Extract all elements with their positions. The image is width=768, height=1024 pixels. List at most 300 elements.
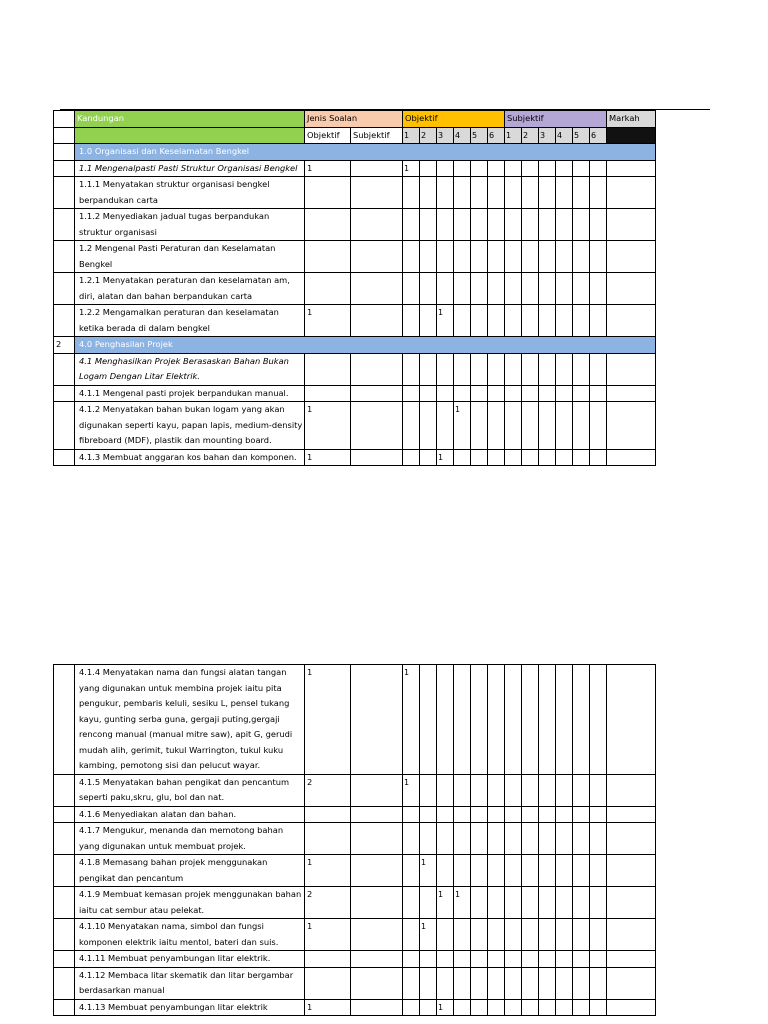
subj-level-cell: [522, 665, 539, 775]
objektif-header: Objektif: [403, 111, 505, 128]
obj-level-cell: [454, 273, 471, 305]
subj-level-cell: [522, 855, 539, 887]
subj-level-cell: [556, 209, 573, 241]
section-row: [54, 337, 656, 354]
subj-level-cell: [505, 402, 522, 450]
objektif-count-cell: [305, 241, 351, 273]
jenis-soalan-header: Jenis Soalan: [305, 111, 403, 128]
row-number: [54, 774, 75, 806]
subjektif-count-cell: [351, 385, 403, 402]
kandungan-cell: 1.1.1 Menyatakan struktur organisasi bengkel berpandukan carta: [75, 177, 305, 209]
table-row: [54, 353, 656, 385]
obj-level-cell: [488, 806, 505, 823]
subj-level-cell: [539, 385, 556, 402]
obj-level-cell: 1: [437, 449, 454, 466]
obj-level-cell: [488, 385, 505, 402]
table-row: [54, 806, 656, 823]
obj-level-cell: [403, 209, 420, 241]
subj-level-cell: [590, 402, 607, 450]
obj-level-cell: [437, 177, 454, 209]
obj-level-cell: [488, 305, 505, 337]
table-row: [54, 887, 656, 919]
obj-level-cell: 1: [437, 999, 454, 1016]
obj-level-cell: [471, 305, 488, 337]
table-row: [54, 999, 656, 1016]
objektif-count-cell: 1: [305, 402, 351, 450]
row-number: [54, 160, 75, 177]
obj-level-cell: 1: [403, 665, 420, 775]
kandungan-cell: 1.2.2 Mengamalkan peraturan dan keselamatan ketika berada di dalam bengkel: [75, 305, 305, 337]
subj-level-cell: [539, 999, 556, 1016]
objektif-count-cell: 1: [305, 919, 351, 951]
table-row: [54, 665, 656, 775]
row-number: [54, 823, 75, 855]
subj-level-cell: [539, 855, 556, 887]
obj-level-cell: [437, 774, 454, 806]
subjektif-count-cell: [351, 823, 403, 855]
sub-subjektif-header: Subjektif: [351, 127, 403, 144]
section-title: 1.0 Organisasi dan Keselamatan Bengkel: [75, 144, 656, 161]
subj-level-cell: [505, 967, 522, 999]
markah-cell: [607, 774, 656, 806]
subjektif-header: Subjektif: [505, 111, 607, 128]
subj-level-cell: [539, 919, 556, 951]
row-number: [54, 855, 75, 887]
subj-level-cell: [573, 385, 590, 402]
obj-level-cell: [437, 273, 454, 305]
obj-level-cell: [471, 967, 488, 999]
row-num-header: [54, 111, 75, 128]
subjektif-count-cell: [351, 402, 403, 450]
subj-level-cell: [573, 353, 590, 385]
objektif-count-cell: [305, 823, 351, 855]
obj-level-cell: [420, 665, 437, 775]
table-row: [54, 855, 656, 887]
obj-level-cell: 1: [454, 887, 471, 919]
obj-level-cell: [488, 774, 505, 806]
obj-level-cell: [454, 823, 471, 855]
sub-objektif-header: Objektif: [305, 127, 351, 144]
subj-level-cell: [505, 887, 522, 919]
obj-level-cell: 1: [437, 305, 454, 337]
subj-level-cell: [573, 402, 590, 450]
subj-level-cell: [573, 887, 590, 919]
obj-level-cell: 1: [437, 887, 454, 919]
subj-level-cell: [590, 177, 607, 209]
table-row: [54, 823, 656, 855]
subj-level-cell: [522, 385, 539, 402]
obj-level-cell: [420, 385, 437, 402]
obj-level-cell: [403, 999, 420, 1016]
row-number: [54, 402, 75, 450]
table-row: [54, 160, 656, 177]
kandungan-cell: 1.2 Mengenal Pasti Peraturan dan Keselamatan Bengkel: [75, 241, 305, 273]
obj-level-cell: [437, 402, 454, 450]
subj-level-cell: [573, 855, 590, 887]
markah-cell: [607, 241, 656, 273]
obj-level-cell: 1: [403, 160, 420, 177]
row-number: [54, 999, 75, 1016]
obj-level-cell: [420, 806, 437, 823]
obj-level-cell: [420, 209, 437, 241]
subjektif-count-cell: [351, 887, 403, 919]
obj-level-cell: [488, 273, 505, 305]
subjektif-count-cell: [351, 774, 403, 806]
subjektif-count-cell: [351, 273, 403, 305]
table-row: [54, 774, 656, 806]
obj-level-cell: [454, 806, 471, 823]
kandungan-cell: 4.1.13 Membuat penyambungan litar elektrik: [75, 999, 305, 1016]
table-row: [54, 177, 656, 209]
kandungan-cell: 4.1.1 Mengenal pasti projek berpandukan manual.: [75, 385, 305, 402]
obj-level-cell: [454, 774, 471, 806]
subj-level-cell: [505, 273, 522, 305]
section-title: 4.0 Penghasilan Projek: [75, 337, 656, 354]
obj-level-cell: [420, 241, 437, 273]
subj-level-cell: [573, 305, 590, 337]
obj-level-cell: [420, 823, 437, 855]
obj-level-3: 3: [437, 127, 454, 144]
subj-level-cell: [505, 305, 522, 337]
subj-level-4: 4: [556, 127, 573, 144]
subj-level-cell: [590, 951, 607, 968]
exam-spec-table-1: [53, 110, 656, 466]
subj-level-cell: [539, 305, 556, 337]
subj-level-cell: [522, 887, 539, 919]
kandungan-cell: 1.1.2 Menyediakan jadual tugas berpandukan struktur organisasi: [75, 209, 305, 241]
markah-cell: [607, 177, 656, 209]
obj-level-cell: [420, 353, 437, 385]
obj-level-cell: [437, 855, 454, 887]
obj-level-cell: [471, 402, 488, 450]
obj-level-cell: [471, 209, 488, 241]
obj-level-cell: [403, 449, 420, 466]
row-number: [54, 273, 75, 305]
obj-level-cell: [471, 177, 488, 209]
obj-level-cell: [488, 449, 505, 466]
obj-level-cell: [420, 449, 437, 466]
subj-level-cell: [556, 449, 573, 466]
obj-level-cell: [488, 353, 505, 385]
kandungan-cell: 4.1.6 Menyediakan alatan dan bahan.: [75, 806, 305, 823]
row-number: [54, 305, 75, 337]
subj-level-cell: [522, 774, 539, 806]
obj-level-cell: [471, 449, 488, 466]
subj-level-cell: [556, 160, 573, 177]
subj-level-cell: [556, 177, 573, 209]
table-row: [54, 951, 656, 968]
subj-level-cell: [556, 665, 573, 775]
subj-level-cell: [539, 823, 556, 855]
row-number: [54, 385, 75, 402]
kandungan-cell: 4.1.3 Membuat anggaran kos bahan dan komponen.: [75, 449, 305, 466]
obj-level-cell: [488, 177, 505, 209]
subj-level-cell: [522, 402, 539, 450]
row-number: 2: [54, 337, 75, 354]
obj-level-cell: [471, 241, 488, 273]
obj-level-cell: 1: [420, 919, 437, 951]
obj-level-cell: [420, 967, 437, 999]
subj-level-cell: [522, 449, 539, 466]
obj-level-cell: [437, 665, 454, 775]
obj-level-cell: [488, 209, 505, 241]
row-number: [54, 449, 75, 466]
subj-level-cell: [590, 241, 607, 273]
obj-level-cell: 1: [403, 774, 420, 806]
subj-level-cell: [505, 999, 522, 1016]
subj-level-cell: [556, 951, 573, 968]
subj-level-cell: [522, 999, 539, 1016]
obj-level-cell: [437, 353, 454, 385]
subj-level-cell: [539, 449, 556, 466]
markah-cell: [607, 305, 656, 337]
obj-level-cell: [488, 402, 505, 450]
kandungan-cell: 4.1.2 Menyatakan bahan bukan logam yang akan digunakan seperti kayu, papan lapis, medium-density fibreboard (MDF), plastik dan mounting board.: [75, 402, 305, 450]
obj-level-4: 4: [454, 127, 471, 144]
markah-header: Markah: [607, 111, 656, 128]
subj-level-cell: [590, 919, 607, 951]
table-row: [54, 402, 656, 450]
obj-level-cell: 1: [420, 855, 437, 887]
subj-level-cell: [556, 774, 573, 806]
table-row: [54, 449, 656, 466]
obj-level-cell: [403, 385, 420, 402]
subj-level-cell: [556, 305, 573, 337]
subj-level-cell: [573, 806, 590, 823]
markah-cell: [607, 665, 656, 775]
subj-level-cell: [522, 353, 539, 385]
markah-cell: [607, 385, 656, 402]
subjektif-count-cell: [351, 305, 403, 337]
objektif-count-cell: 2: [305, 774, 351, 806]
obj-level-cell: [403, 241, 420, 273]
obj-level-cell: [454, 855, 471, 887]
subjektif-count-cell: [351, 177, 403, 209]
subj-level-cell: [590, 855, 607, 887]
subj-level-cell: [556, 273, 573, 305]
obj-level-cell: [454, 353, 471, 385]
obj-level-cell: [488, 241, 505, 273]
obj-level-cell: [420, 160, 437, 177]
subj-level-cell: [539, 806, 556, 823]
obj-level-cell: [403, 967, 420, 999]
obj-level-cell: [403, 806, 420, 823]
row-number: [54, 209, 75, 241]
subj-level-cell: [556, 353, 573, 385]
subj-level-cell: [505, 774, 522, 806]
kandungan-cell: 4.1 Menghasilkan Projek Berasaskan Bahan Bukan Logam Dengan Litar Elektrik.: [75, 353, 305, 385]
subj-level-cell: [556, 999, 573, 1016]
obj-level-cell: [420, 273, 437, 305]
subj-level-cell: [573, 241, 590, 273]
objektif-count-cell: [305, 353, 351, 385]
subj-level-cell: [556, 967, 573, 999]
kandungan-cell: 4.1.7 Mengukur, menanda dan memotong bahan yang digunakan untuk membuat projek.: [75, 823, 305, 855]
obj-level-cell: [488, 665, 505, 775]
subj-level-cell: [505, 665, 522, 775]
subj-level-cell: [505, 241, 522, 273]
subj-level-cell: [539, 665, 556, 775]
subj-level-cell: [573, 209, 590, 241]
obj-level-cell: [488, 855, 505, 887]
objektif-count-cell: [305, 806, 351, 823]
obj-level-cell: [488, 951, 505, 968]
objektif-count-cell: 1: [305, 305, 351, 337]
obj-level-cell: [488, 823, 505, 855]
obj-level-cell: [471, 774, 488, 806]
objektif-count-cell: [305, 209, 351, 241]
objektif-count-cell: 1: [305, 160, 351, 177]
subj-level-cell: [573, 774, 590, 806]
subj-level-cell: [590, 385, 607, 402]
obj-level-cell: [471, 855, 488, 887]
row-number: [54, 241, 75, 273]
subjektif-count-cell: [351, 241, 403, 273]
obj-level-cell: [471, 353, 488, 385]
objektif-count-cell: [305, 177, 351, 209]
subj-level-cell: [539, 951, 556, 968]
row-number: [54, 919, 75, 951]
obj-level-cell: [403, 353, 420, 385]
subj-level-cell: [505, 919, 522, 951]
subj-level-cell: [522, 241, 539, 273]
obj-level-cell: [437, 385, 454, 402]
row-number: [54, 665, 75, 775]
obj-level-cell: [403, 919, 420, 951]
table-row: [54, 967, 656, 999]
subj-level-2: 2: [522, 127, 539, 144]
subj-level-cell: [556, 806, 573, 823]
subj-level-cell: [522, 967, 539, 999]
kandungan-cell: 4.1.11 Membuat penyambungan litar elektrik.: [75, 951, 305, 968]
kandungan-cell: 4.1.4 Menyatakan nama dan fungsi alatan tangan yang digunakan untuk membina projek iaitu pita pengukur, pembaris keluli, sesiku L, pensel tukang kayu, gunting serba guna, gergaji puting,gergaji rencong manual (manual mitre saw), apit G, gerudi mudah alih, gerimit, tukul Warrington, tukul kuku kambing, pemotong sisi dan pelucut wayar.: [75, 665, 305, 775]
obj-level-cell: [403, 887, 420, 919]
objektif-count-cell: 1: [305, 665, 351, 775]
subj-level-cell: [522, 177, 539, 209]
subj-level-cell: [505, 823, 522, 855]
obj-level-cell: [471, 919, 488, 951]
subj-level-cell: [505, 385, 522, 402]
subj-level-1: 1: [505, 127, 522, 144]
kandungan-cell: 4.1.10 Menyatakan nama, simbol dan fungsi komponen elektrik iaitu mentol, bateri dan suis.: [75, 919, 305, 951]
obj-level-cell: [471, 951, 488, 968]
subj-level-cell: [573, 177, 590, 209]
obj-level-cell: [471, 887, 488, 919]
subj-level-3: 3: [539, 127, 556, 144]
markah-cell: [607, 160, 656, 177]
subj-level-cell: [539, 967, 556, 999]
objektif-count-cell: 1: [305, 999, 351, 1016]
obj-level-cell: [403, 177, 420, 209]
obj-level-cell: [488, 967, 505, 999]
subj-level-cell: [505, 806, 522, 823]
subj-level-cell: [590, 305, 607, 337]
obj-level-cell: [454, 665, 471, 775]
obj-level-cell: [437, 160, 454, 177]
subj-level-cell: [539, 402, 556, 450]
obj-level-5: 5: [471, 127, 488, 144]
objektif-count-cell: 2: [305, 887, 351, 919]
row-number: [54, 951, 75, 968]
obj-level-cell: [454, 449, 471, 466]
subj-level-cell: [505, 449, 522, 466]
obj-level-2: 2: [420, 127, 437, 144]
obj-level-cell: [420, 305, 437, 337]
kandungan-cell: 4.1.5 Menyatakan bahan pengikat dan pencantum seperti paku,skru, glu, bol dan nat.: [75, 774, 305, 806]
subj-level-cell: [556, 855, 573, 887]
obj-level-cell: [471, 665, 488, 775]
markah-cell: [607, 449, 656, 466]
obj-level-cell: [454, 999, 471, 1016]
table-row: [54, 209, 656, 241]
subj-level-cell: [573, 951, 590, 968]
obj-level-cell: [471, 385, 488, 402]
obj-level-cell: [488, 919, 505, 951]
subj-level-5: 5: [573, 127, 590, 144]
subj-level-cell: [522, 160, 539, 177]
obj-level-cell: [471, 160, 488, 177]
objektif-count-cell: 1: [305, 855, 351, 887]
obj-level-cell: [403, 823, 420, 855]
subj-level-cell: [573, 967, 590, 999]
markah-cell: [607, 273, 656, 305]
subj-level-cell: [539, 273, 556, 305]
subjektif-count-cell: [351, 951, 403, 968]
objektif-count-cell: [305, 273, 351, 305]
subj-level-cell: [556, 402, 573, 450]
kandungan-cell: 1.2.1 Menyatakan peraturan dan keselamatan am, diri, alatan dan bahan berpandukan carta: [75, 273, 305, 305]
obj-level-cell: [437, 823, 454, 855]
row-number: [54, 806, 75, 823]
obj-level-cell: [454, 177, 471, 209]
markah-cell: [607, 967, 656, 999]
section-row: [54, 144, 656, 161]
exam-spec-table-2: [53, 664, 656, 1016]
subj-level-cell: [522, 919, 539, 951]
subj-level-cell: [556, 385, 573, 402]
objektif-count-cell: 1: [305, 449, 351, 466]
markah-cell: [607, 823, 656, 855]
obj-level-cell: [437, 241, 454, 273]
obj-level-cell: [437, 209, 454, 241]
obj-level-cell: [437, 806, 454, 823]
subj-level-cell: [590, 967, 607, 999]
markah-cell: [607, 209, 656, 241]
obj-level-1: 1: [403, 127, 420, 144]
obj-level-cell: [403, 305, 420, 337]
subjektif-count-cell: [351, 665, 403, 775]
obj-level-cell: [437, 919, 454, 951]
markah-cell: [607, 919, 656, 951]
subj-level-cell: [590, 353, 607, 385]
subj-level-cell: [522, 806, 539, 823]
subj-level-cell: [522, 823, 539, 855]
subj-level-cell: [539, 177, 556, 209]
obj-level-cell: [420, 402, 437, 450]
subj-level-cell: [590, 449, 607, 466]
table-row: [54, 919, 656, 951]
subj-level-cell: [573, 160, 590, 177]
markah-cell: [607, 855, 656, 887]
subj-level-cell: [522, 273, 539, 305]
obj-level-cell: [454, 967, 471, 999]
obj-level-cell: [403, 273, 420, 305]
obj-level-cell: [437, 967, 454, 999]
subj-level-cell: [539, 887, 556, 919]
subj-level-cell: [590, 887, 607, 919]
table-row: [54, 241, 656, 273]
obj-level-cell: [488, 999, 505, 1016]
